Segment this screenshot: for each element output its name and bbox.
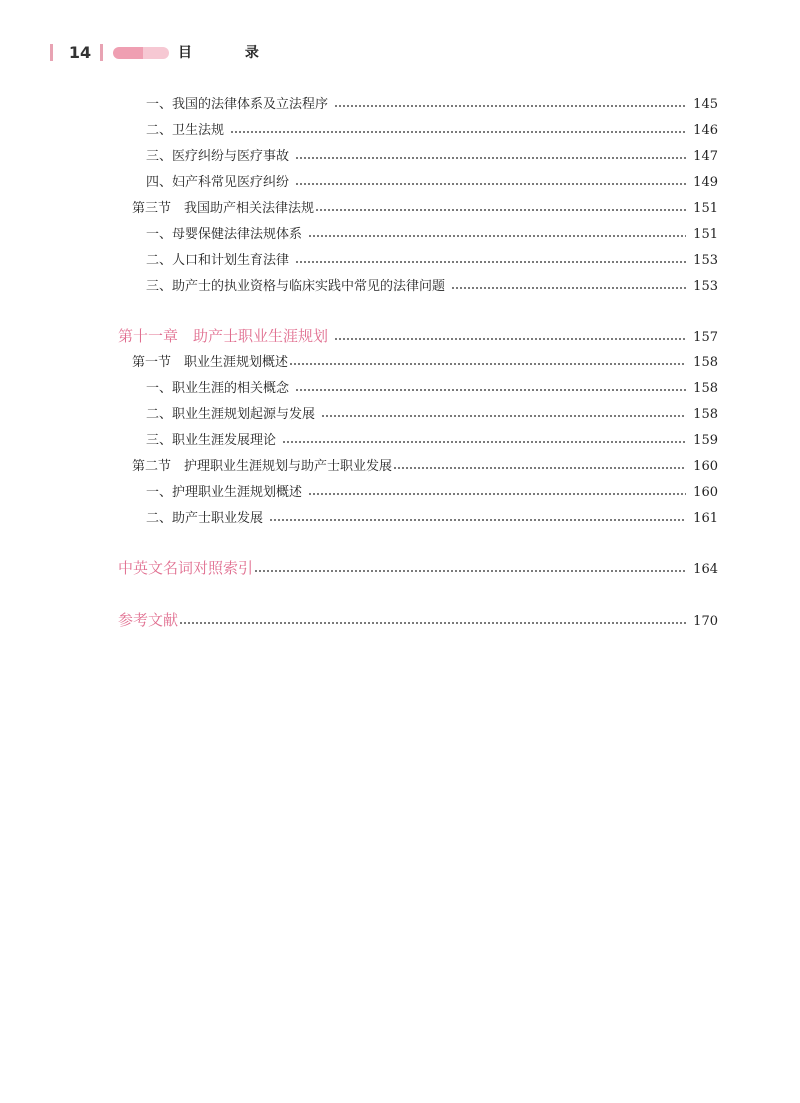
toc-entry[interactable]	[146, 145, 718, 164]
toc-entry[interactable]	[146, 119, 718, 138]
toc-leader-dots	[269, 512, 686, 522]
toc-leader-dots	[295, 176, 686, 186]
toc-entry-page: 160	[693, 485, 718, 500]
toc-entry[interactable]	[118, 557, 718, 578]
toc-entry-page: 145	[693, 97, 718, 112]
toc-entry-page: 153	[693, 279, 718, 294]
toc-entry-label: 第一节 职业生涯规划概述	[132, 355, 289, 370]
toc-entry-page: 161	[693, 511, 718, 526]
toc-entry-page: 158	[693, 355, 718, 370]
toc-entry[interactable]	[146, 171, 718, 190]
toc-entry-label: 二、卫生法规	[146, 123, 225, 138]
toc-entry-page: 153	[693, 253, 718, 268]
toc-entry[interactable]	[118, 609, 718, 630]
header-decoration-pill	[113, 47, 169, 59]
toc-entry-page: 146	[693, 123, 718, 138]
toc-leader-dots	[179, 615, 686, 625]
toc-entry[interactable]	[146, 429, 718, 448]
toc-entry-page: 151	[693, 201, 718, 216]
toc-leader-dots	[289, 356, 686, 366]
page-header	[50, 42, 750, 64]
toc-entry-page: 164	[693, 562, 718, 577]
toc-entry-page: 158	[693, 407, 718, 422]
toc-leader-dots	[334, 331, 686, 341]
toc-entry-label: 二、职业生涯规划起源与发展	[146, 407, 316, 422]
toc-entry-page: 151	[693, 227, 718, 242]
toc-entry[interactable]	[146, 93, 718, 112]
toc-entry[interactable]	[132, 351, 718, 370]
toc-entry-label: 第三节 我国助产相关法律法规	[132, 201, 315, 216]
toc-entry-page: 170	[693, 614, 718, 629]
toc-leader-dots	[230, 124, 686, 134]
toc-entry-page: 158	[693, 381, 718, 396]
toc-entry[interactable]	[146, 275, 718, 294]
toc-entry-label: 二、助产士职业发展	[146, 511, 264, 526]
toc-leader-dots	[334, 98, 686, 108]
toc-entry-label: 一、职业生涯的相关概念	[146, 381, 290, 396]
toc-entry[interactable]	[118, 325, 718, 346]
toc-entry[interactable]	[132, 455, 718, 474]
toc-leader-dots	[295, 150, 686, 160]
toc-entry-label: 第十一章 助产士职业生涯规划	[118, 327, 329, 345]
toc-leader-dots	[254, 563, 686, 573]
toc-entry-page: 160	[693, 459, 718, 474]
toc-entry-label: 中英文名词对照索引	[118, 559, 254, 577]
header-bar-left	[50, 44, 53, 61]
toc-leader-dots	[321, 408, 686, 418]
toc-entry-label: 二、人口和计划生育法律	[146, 253, 290, 268]
toc-entry[interactable]	[146, 403, 718, 422]
toc-entry[interactable]	[132, 197, 718, 216]
toc-entry-label: 一、护理职业生涯规划概述	[146, 485, 303, 500]
toc-entry-label: 三、助产士的执业资格与临床实践中常见的法律问题	[146, 279, 446, 294]
toc-leader-dots	[295, 382, 686, 392]
toc-entry[interactable]	[146, 377, 718, 396]
page-number: 14	[68, 43, 92, 62]
toc-leader-dots	[315, 202, 686, 212]
toc-entry-label: 参考文献	[118, 611, 179, 629]
toc-entry[interactable]	[146, 249, 718, 268]
toc-entry-page: 147	[693, 149, 718, 164]
toc-leader-dots	[308, 228, 686, 238]
header-title: 目 录	[178, 45, 283, 61]
toc-entry[interactable]	[146, 481, 718, 500]
toc-entry[interactable]	[146, 507, 718, 526]
toc-entry-label: 三、职业生涯发展理论	[146, 433, 277, 448]
toc-leader-dots	[451, 280, 686, 290]
toc-leader-dots	[282, 434, 686, 444]
toc-leader-dots	[295, 254, 686, 264]
toc-entry-label: 一、母婴保健法律法规体系	[146, 227, 303, 242]
toc-entry-page: 157	[693, 330, 718, 345]
toc-leader-dots	[393, 460, 686, 470]
toc-entry-label: 三、医疗纠纷与医疗事故	[146, 149, 290, 164]
header-bar-right	[100, 44, 103, 61]
toc-leader-dots	[308, 486, 686, 496]
toc-entry-label: 一、我国的法律体系及立法程序	[146, 97, 329, 112]
toc-entry-label: 四、妇产科常见医疗纠纷	[146, 175, 290, 190]
toc-entry-label: 第二节 护理职业生涯规划与助产士职业发展	[132, 459, 393, 474]
toc-entry-page: 159	[693, 433, 718, 448]
toc-entry-page: 149	[693, 175, 718, 190]
toc-entry[interactable]	[146, 223, 718, 242]
